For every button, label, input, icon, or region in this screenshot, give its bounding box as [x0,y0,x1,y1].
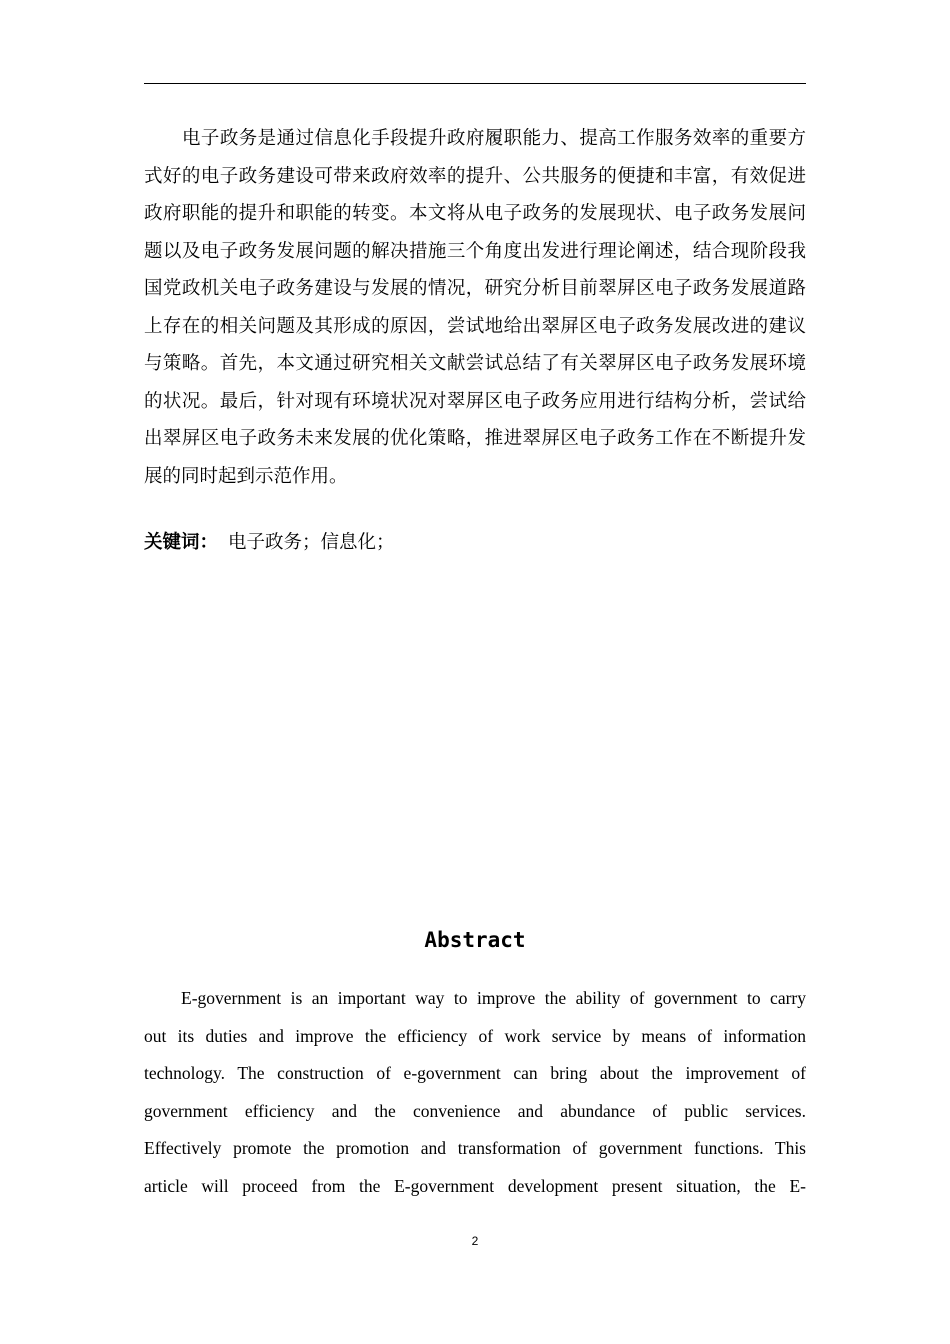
chinese-abstract-line: 国党政机关电子政务建设与发展的情况，研究分析目前翠屏区电子政务发展道路 [144,278,806,299]
chinese-abstract-line: 题以及电子政务发展问题的解决措施三个角度出发进行理论阐述，结合现阶段我 [144,240,806,262]
chinese-abstract-line: 上存在的相关问题及其形成的原因，尝试地给出翠屏区电子政务发展改进的建议 [144,315,806,337]
abstract-heading: Abstract [424,928,526,952]
chinese-abstract-line: 与策略。首先，本文通过研究相关文献尝试总结了有关翠屏区电子政务发展环境 [144,353,806,374]
chinese-abstract-line: 政府职能的提升和职能的转变。本文将从电子政务的发展现状、电子政务发展问 [144,203,806,224]
chinese-abstract-line: 出翠屏区电子政务未来发展的优化策略，推进翠屏区电子政务工作在不断提升发 [144,428,806,449]
chinese-abstract-line: 的状况。最后，针对现有环境状况对翠屏区电子政务应用进行结构分析，尝试给 [144,390,806,412]
chinese-abstract-line: 式好的电子政务建设可带来政府效率的提升、公共服务的便捷和丰富，有效促进 [144,165,806,187]
keywords-value: 电子政务；信息化； [228,532,395,553]
english-abstract-paragraph [144,980,806,1205]
keywords-label: 关键词： [144,532,219,553]
english-abstract-line: E-government is an important way to improve the ability of government to carry [181,988,806,1008]
page-number: 2 [471,1234,479,1248]
english-abstract-line: government efficiency and the convenience and abundance of public services. [144,1100,806,1121]
chinese-abstract-line: 展的同时起到示范作用。 [144,465,348,487]
english-abstract-line: article will proceed from the E-government development present situation, the E- [144,1175,806,1196]
header-rule [144,83,806,84]
english-abstract-line: technology. The construction of e-government can bring about the improvement of [144,1063,806,1083]
english-abstract-line: out its duties and improve the efficiency of work service by means of information [144,1025,806,1046]
english-abstract-line: Effectively promote the promotion and transformation of government functions. This [144,1138,806,1158]
chinese-abstract-line: 电子政务是通过信息化手段提升政府履职能力、提高工作服务效率的重要方 [182,128,806,149]
keywords-line [144,526,395,560]
chinese-abstract-paragraph [144,120,806,495]
